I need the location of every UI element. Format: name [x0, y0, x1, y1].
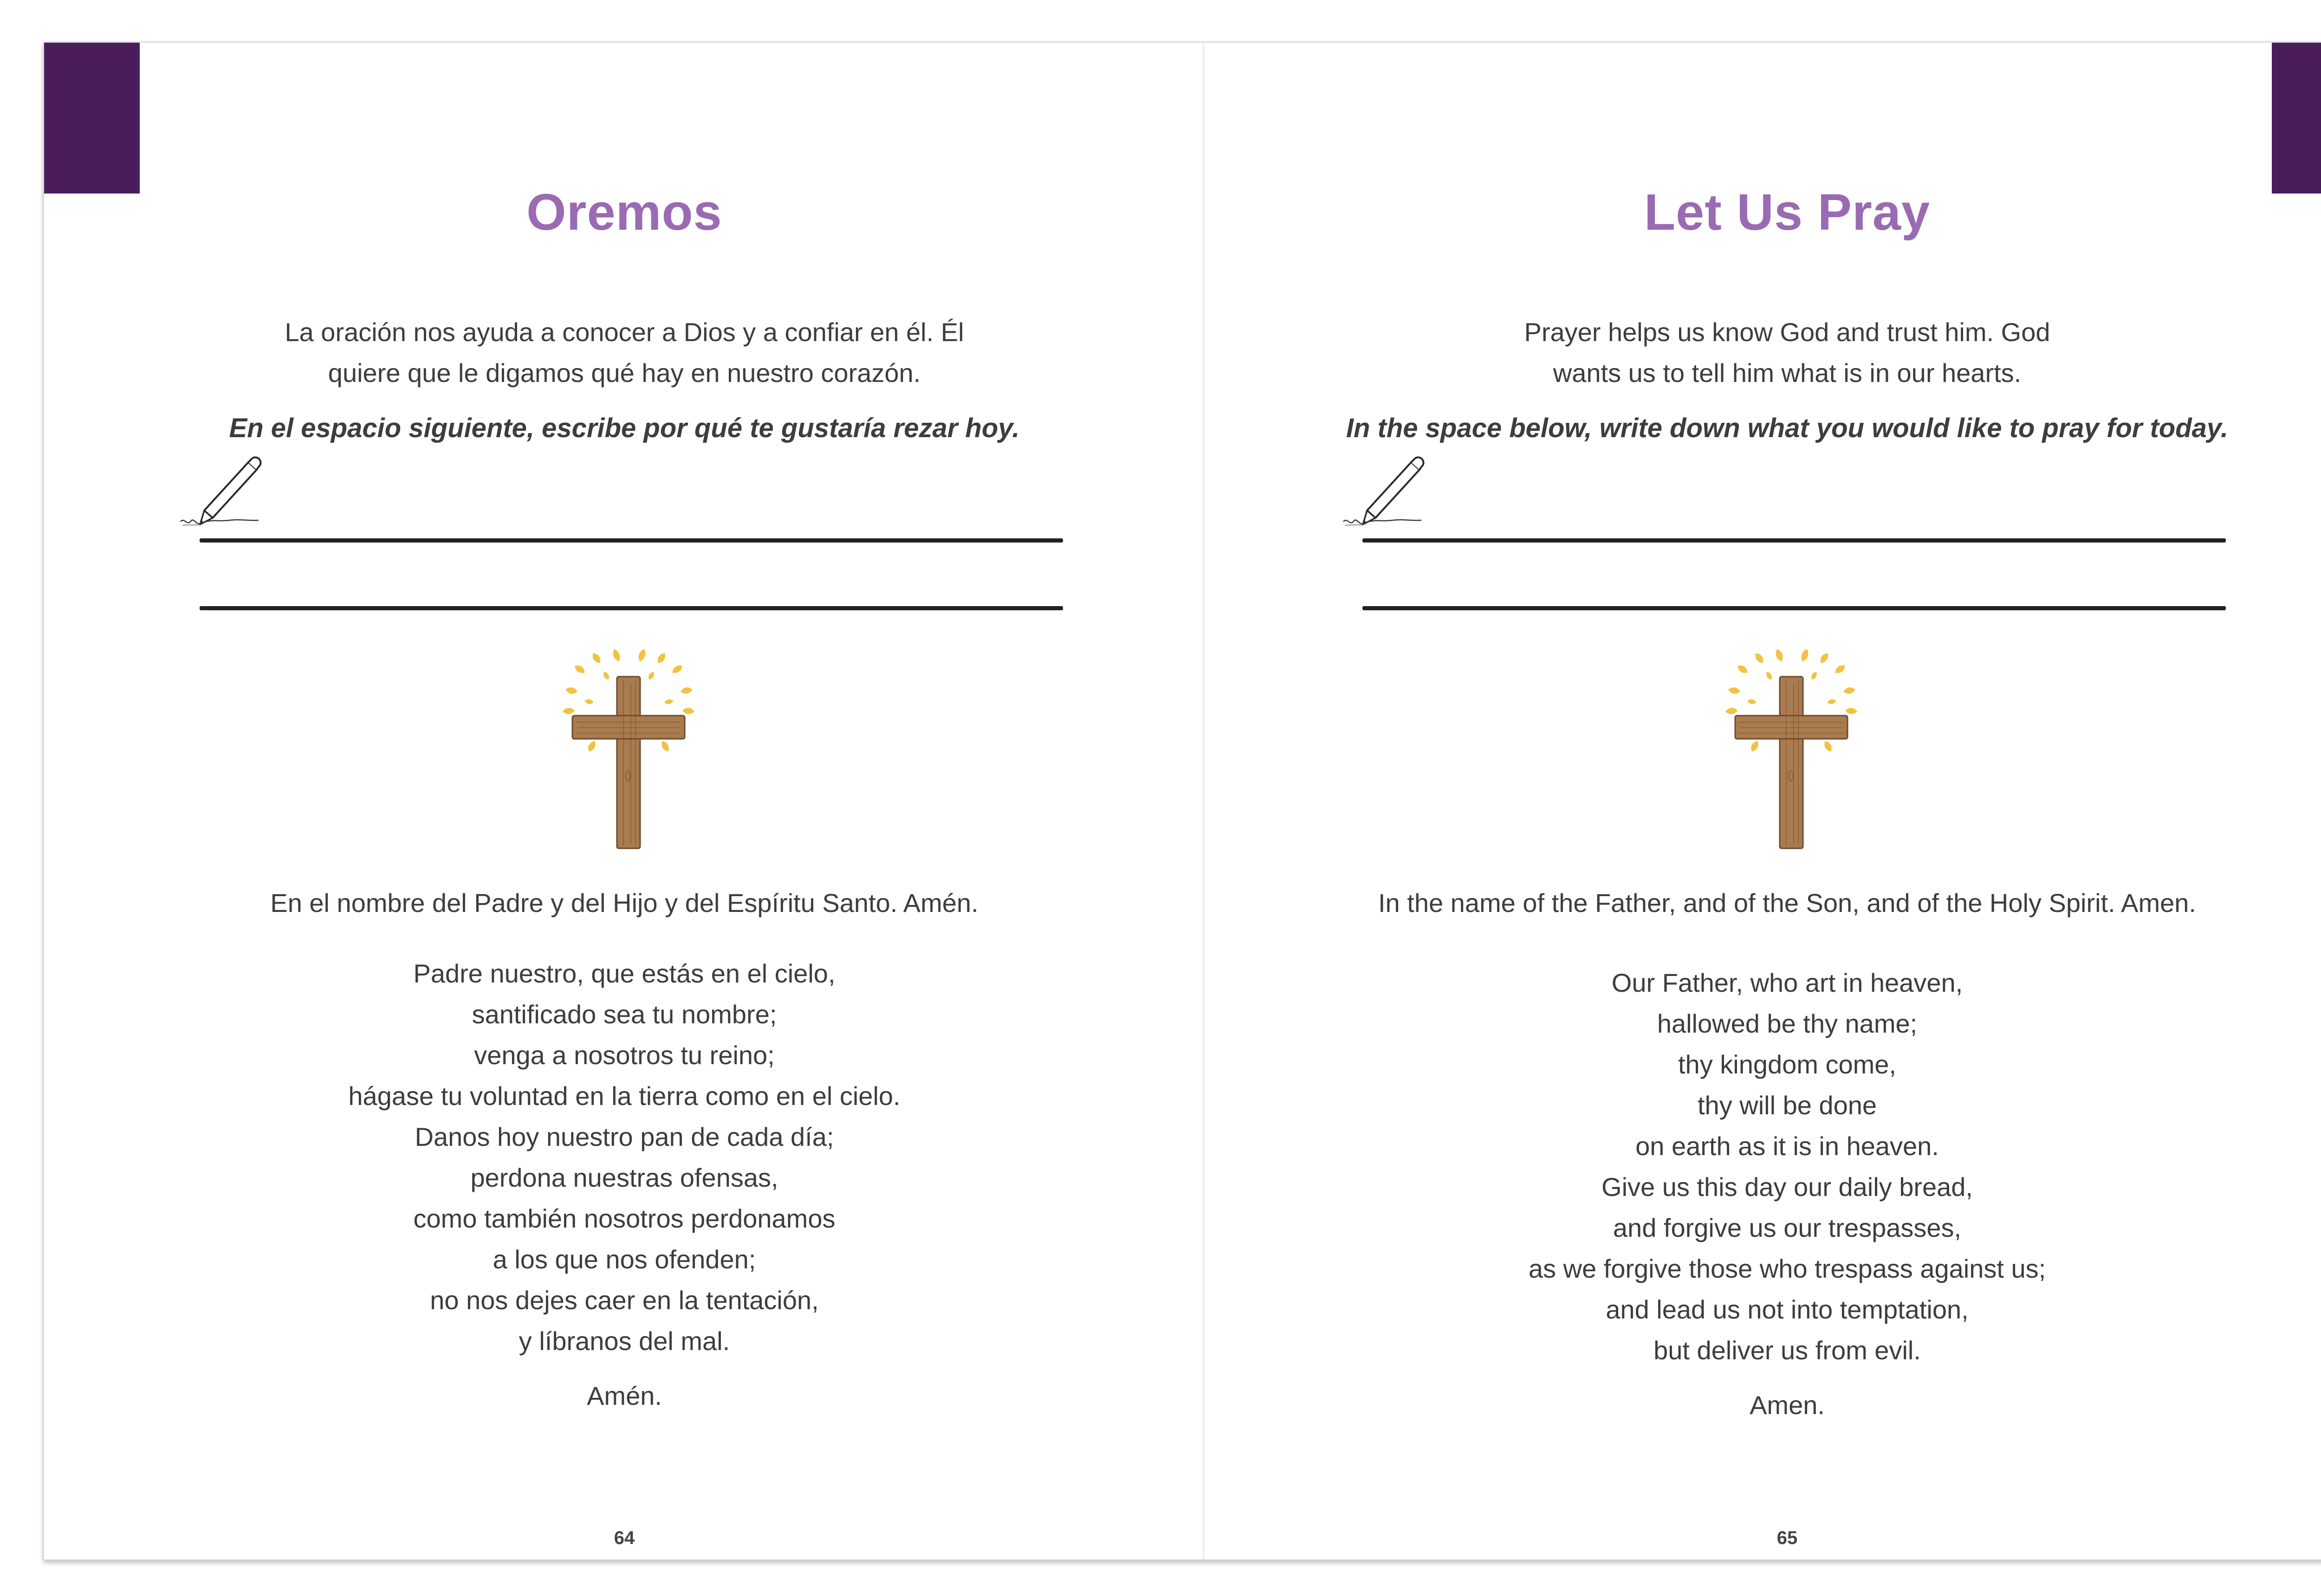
sign-of-the-cross: En el nombre del Padre y del Hijo y del Espíritu Santo. Amén.: [270, 888, 979, 918]
page-title: Oremos: [526, 184, 722, 241]
chapter-tab: [44, 43, 140, 194]
page-number: 64: [614, 1528, 635, 1548]
prayer-line: and forgive us our trespasses,: [1613, 1213, 1962, 1242]
prayer-line: thy kingdom come,: [1678, 1050, 1896, 1079]
writing-line[interactable]: [1362, 606, 2226, 610]
prayer-line: no nos dejes caer en la tentación,: [430, 1286, 819, 1315]
writing-line[interactable]: [200, 538, 1063, 543]
prayer-line: santificado sea tu nombre;: [472, 1000, 777, 1029]
prayer-line: perdona nuestras ofensas,: [470, 1163, 778, 1192]
book-spread: [43, 42, 2321, 1560]
prayer-line: Give us this day our daily bread,: [1601, 1172, 1973, 1202]
prayer-line: Padre nuestro, que estás en el cielo,: [413, 959, 836, 988]
prayer-line: on earth as it is in heaven.: [1635, 1131, 1939, 1161]
writing-instruction: In the space below, write down what you would like to pray for today.: [1346, 413, 2229, 443]
intro-line: La oración nos ayuda a conocer a Dios y a confiar en él. Él: [285, 317, 964, 347]
prayer-line: but deliver us from evil.: [1653, 1336, 1921, 1365]
pencil-icon: [1342, 451, 1430, 535]
prayer-line: a los que nos ofenden;: [493, 1245, 756, 1274]
chapter-tab: [2272, 43, 2321, 194]
prayer-line: hágase tu voluntad en la tierra como en el cielo.: [348, 1081, 901, 1111]
prayer-line: venga a nosotros tu reino;: [474, 1040, 775, 1070]
page-number: 65: [1776, 1528, 1798, 1548]
prayer-line: como también nosotros perdonamos: [413, 1204, 836, 1233]
sign-of-the-cross: In the name of the Father, and of the Son, and of the Holy Spirit. Amen.: [1378, 888, 2196, 918]
lords-prayer: [1207, 963, 2321, 1371]
intro-line: wants us to tell him what is in our hearts.: [1553, 358, 2022, 388]
prayer-line: and lead us not into temptation,: [1606, 1295, 1969, 1324]
page-title: Let Us Pray: [1644, 184, 1931, 241]
prayer-line: Danos hoy nuestro pan de cada día;: [415, 1122, 834, 1151]
prayer-line: hallowed be thy name;: [1657, 1009, 1918, 1038]
writing-line[interactable]: [1362, 538, 2226, 543]
cross-icon: [535, 641, 721, 850]
prayer-line: y líbranos del mal.: [519, 1326, 730, 1356]
left-page: [44, 43, 1205, 1559]
intro-text: [1207, 312, 2321, 394]
amen: Amén.: [587, 1381, 662, 1410]
intro-line: Prayer helps us know God and trust him. God: [1524, 317, 2050, 347]
intro-line: quiere que le digamos qué hay en nuestro corazón.: [328, 358, 921, 388]
right-page: [1207, 43, 2321, 1559]
writing-line[interactable]: [200, 606, 1063, 610]
writing-instruction: En el espacio siguiente, escribe por qué te gustaría rezar hoy.: [229, 413, 1020, 443]
intro-text: [44, 312, 1205, 394]
pencil-icon: [179, 451, 267, 535]
prayer-line: thy will be done: [1697, 1091, 1877, 1120]
amen: Amen.: [1750, 1390, 1825, 1420]
prayer-line: Our Father, who art in heaven,: [1611, 968, 1963, 997]
prayer-line: as we forgive those who trespass against us;: [1528, 1254, 2046, 1283]
cross-icon: [1698, 641, 1884, 850]
lords-prayer: [44, 953, 1205, 1362]
